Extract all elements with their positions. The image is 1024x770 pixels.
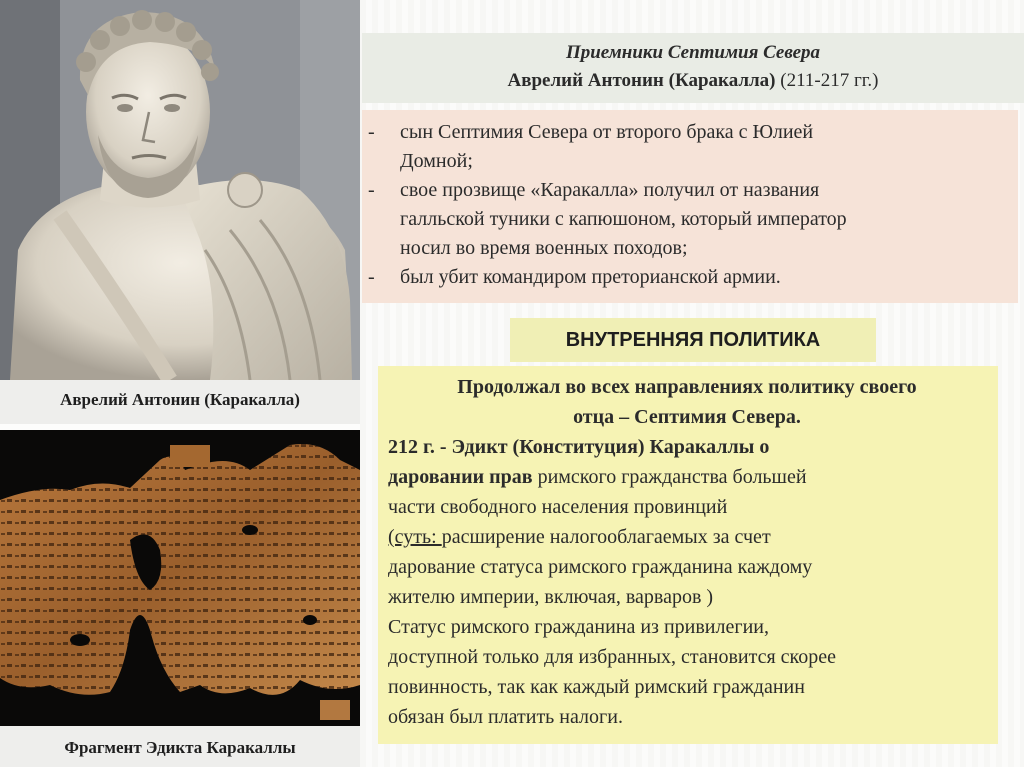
- edict-line: [388, 462, 986, 492]
- status-line: Статус римского гражданина из привилегии,: [388, 616, 769, 638]
- essence-line: [388, 522, 986, 552]
- title-line-emperor: [362, 67, 1024, 95]
- bullet-dash: -: [368, 179, 375, 201]
- edict-bold-fragment: даровании прав: [388, 466, 533, 488]
- essence-text: расширение налогооблагаемых за счет: [441, 526, 771, 548]
- emperor-name: Аврелий Антонин (Каракалла): [507, 70, 776, 91]
- bust-caption: Аврелий Антонин (Каракалла): [0, 380, 360, 424]
- bio-text-line: галльской туники с капюшоном, который император: [400, 208, 847, 230]
- papyrus-fragment-image: [0, 430, 360, 726]
- bio-text-line: свое прозвище «Каракалла» получил от названия: [400, 179, 820, 201]
- essence-line: дарование статуса римского гражданина каждому: [388, 556, 813, 578]
- edict-line: части свободного населения провинций: [388, 496, 728, 518]
- title-box: [362, 33, 1024, 103]
- edict-line: 212 г. - Эдикт (Конституция) Каракаллы о: [388, 436, 770, 458]
- bio-text-line: Домной;: [400, 150, 473, 172]
- essence-line: жителю империи, включая, варваров ): [388, 586, 714, 608]
- papyrus-caption: Фрагмент Эдикта Каракаллы: [0, 726, 360, 767]
- bio-item: [368, 263, 1008, 292]
- bio-text-line: был убит командиром преторианской армии.: [400, 266, 781, 288]
- status-line: доступной только для избранных, становится скорее: [388, 646, 836, 668]
- policy-intro-line: отца – Септимия Севера.: [573, 406, 801, 428]
- essence-label: (суть:: [388, 526, 442, 548]
- title-line-successors: Приемники Септимия Севера: [565, 42, 821, 63]
- section-header-domestic-policy: ВНУТРЕННЯЯ ПОЛИТИКА: [510, 318, 876, 362]
- biography-box: [362, 110, 1018, 303]
- policy-box: [378, 366, 998, 744]
- edict-text-fragment: римского гражданства большей: [532, 466, 807, 488]
- bullet-dash: -: [368, 121, 375, 143]
- caracalla-bust-image: [0, 0, 360, 380]
- bio-text-line: сын Септимия Севера от второго брака с Юлией: [400, 121, 814, 143]
- reign-years: (211-217 гг.): [775, 70, 879, 91]
- status-line: повинность, так как каждый римский гражданин: [388, 676, 805, 698]
- policy-intro-line: Продолжал во всех направлениях политику своего: [457, 376, 917, 398]
- bio-item: [368, 118, 1008, 176]
- bullet-dash: -: [368, 266, 375, 288]
- bio-item: [368, 176, 1008, 263]
- bio-text-line: носил во время военных походов;: [400, 237, 688, 259]
- status-line: обязан был платить налоги.: [388, 706, 623, 728]
